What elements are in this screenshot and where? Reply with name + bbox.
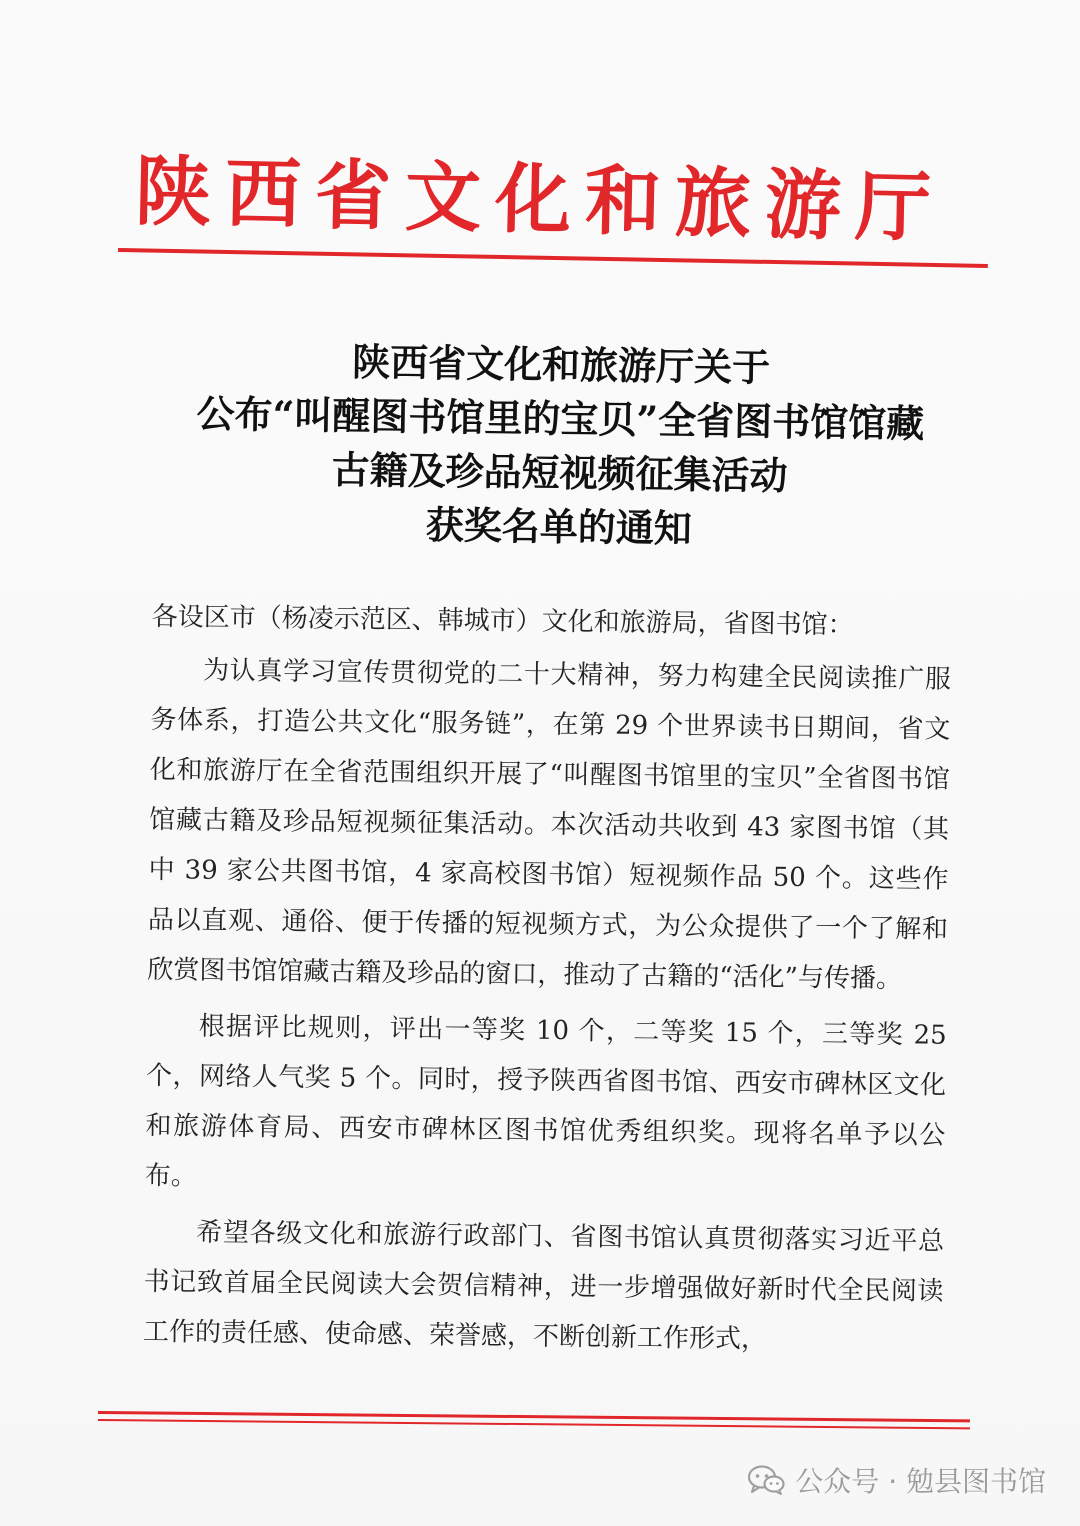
document-body (143, 592, 952, 1367)
watermark (747, 1460, 1046, 1500)
paragraph-2: 根据评比规则，评出一等奖 10 个，二等奖 15 个，三等奖 25 个，网络人气奖 5 个。同时，授予陕西省图书馆、西安市碑林区文化和旅游体育局、西安市碑林区图书馆优秀组织奖。现将名单予以公布。 (144, 1011, 947, 1192)
title-line-2: 公布“叫醒图书馆里的宝贝”全省图书馆馆藏 (196, 390, 925, 447)
letterhead-title: 陕西省文化和旅游厅 (134, 146, 946, 253)
document-title (0, 330, 1080, 562)
salutation: 各设区市（杨凌示范区、韩城市）文化和旅游局，省图书馆： (151, 601, 854, 641)
paragraph-1: 为认真学习宣传贯彻党的二十大精神，努力构建全民阅读推广服务体系，打造公共文化“服务链”，在第 29 个世界读书日期间，省文化和旅游厅在全省范围组织开展了“叫醒图书馆里的宝贝”全省图书馆馆藏古籍及珍品短视频征集活动。本次活动共收到 43 家图书馆（其中 39 家公共图书馆，4 家高校图书馆）短视频作品 50 个。这些作品以直观、通俗、便于传播的短视频方式，为公众提供了一个了解和欣赏图书馆馆藏古籍及珍品的窗口，推动了古籍的“活化”与传播。 (147, 655, 952, 995)
title-line-4: 获奖名单的通知 (425, 502, 693, 551)
title-line-1: 陕西省文化和旅游厅关于 (351, 339, 771, 390)
wechat-icon (747, 1464, 785, 1496)
watermark-text: 公众号 · 勉县图书馆 (795, 1465, 1046, 1498)
title-line-3: 古籍及珍品短视频征集活动 (331, 446, 788, 499)
paragraph-3: 希望各级文化和旅游行政部门、省图书馆认真贯彻落实习近平总书记致首届全民阅读大会贺信精神，进一步增强做好新时代全民阅读工作的责任感、使命感、荣誉感，不断创新工作形式， (142, 1217, 945, 1355)
